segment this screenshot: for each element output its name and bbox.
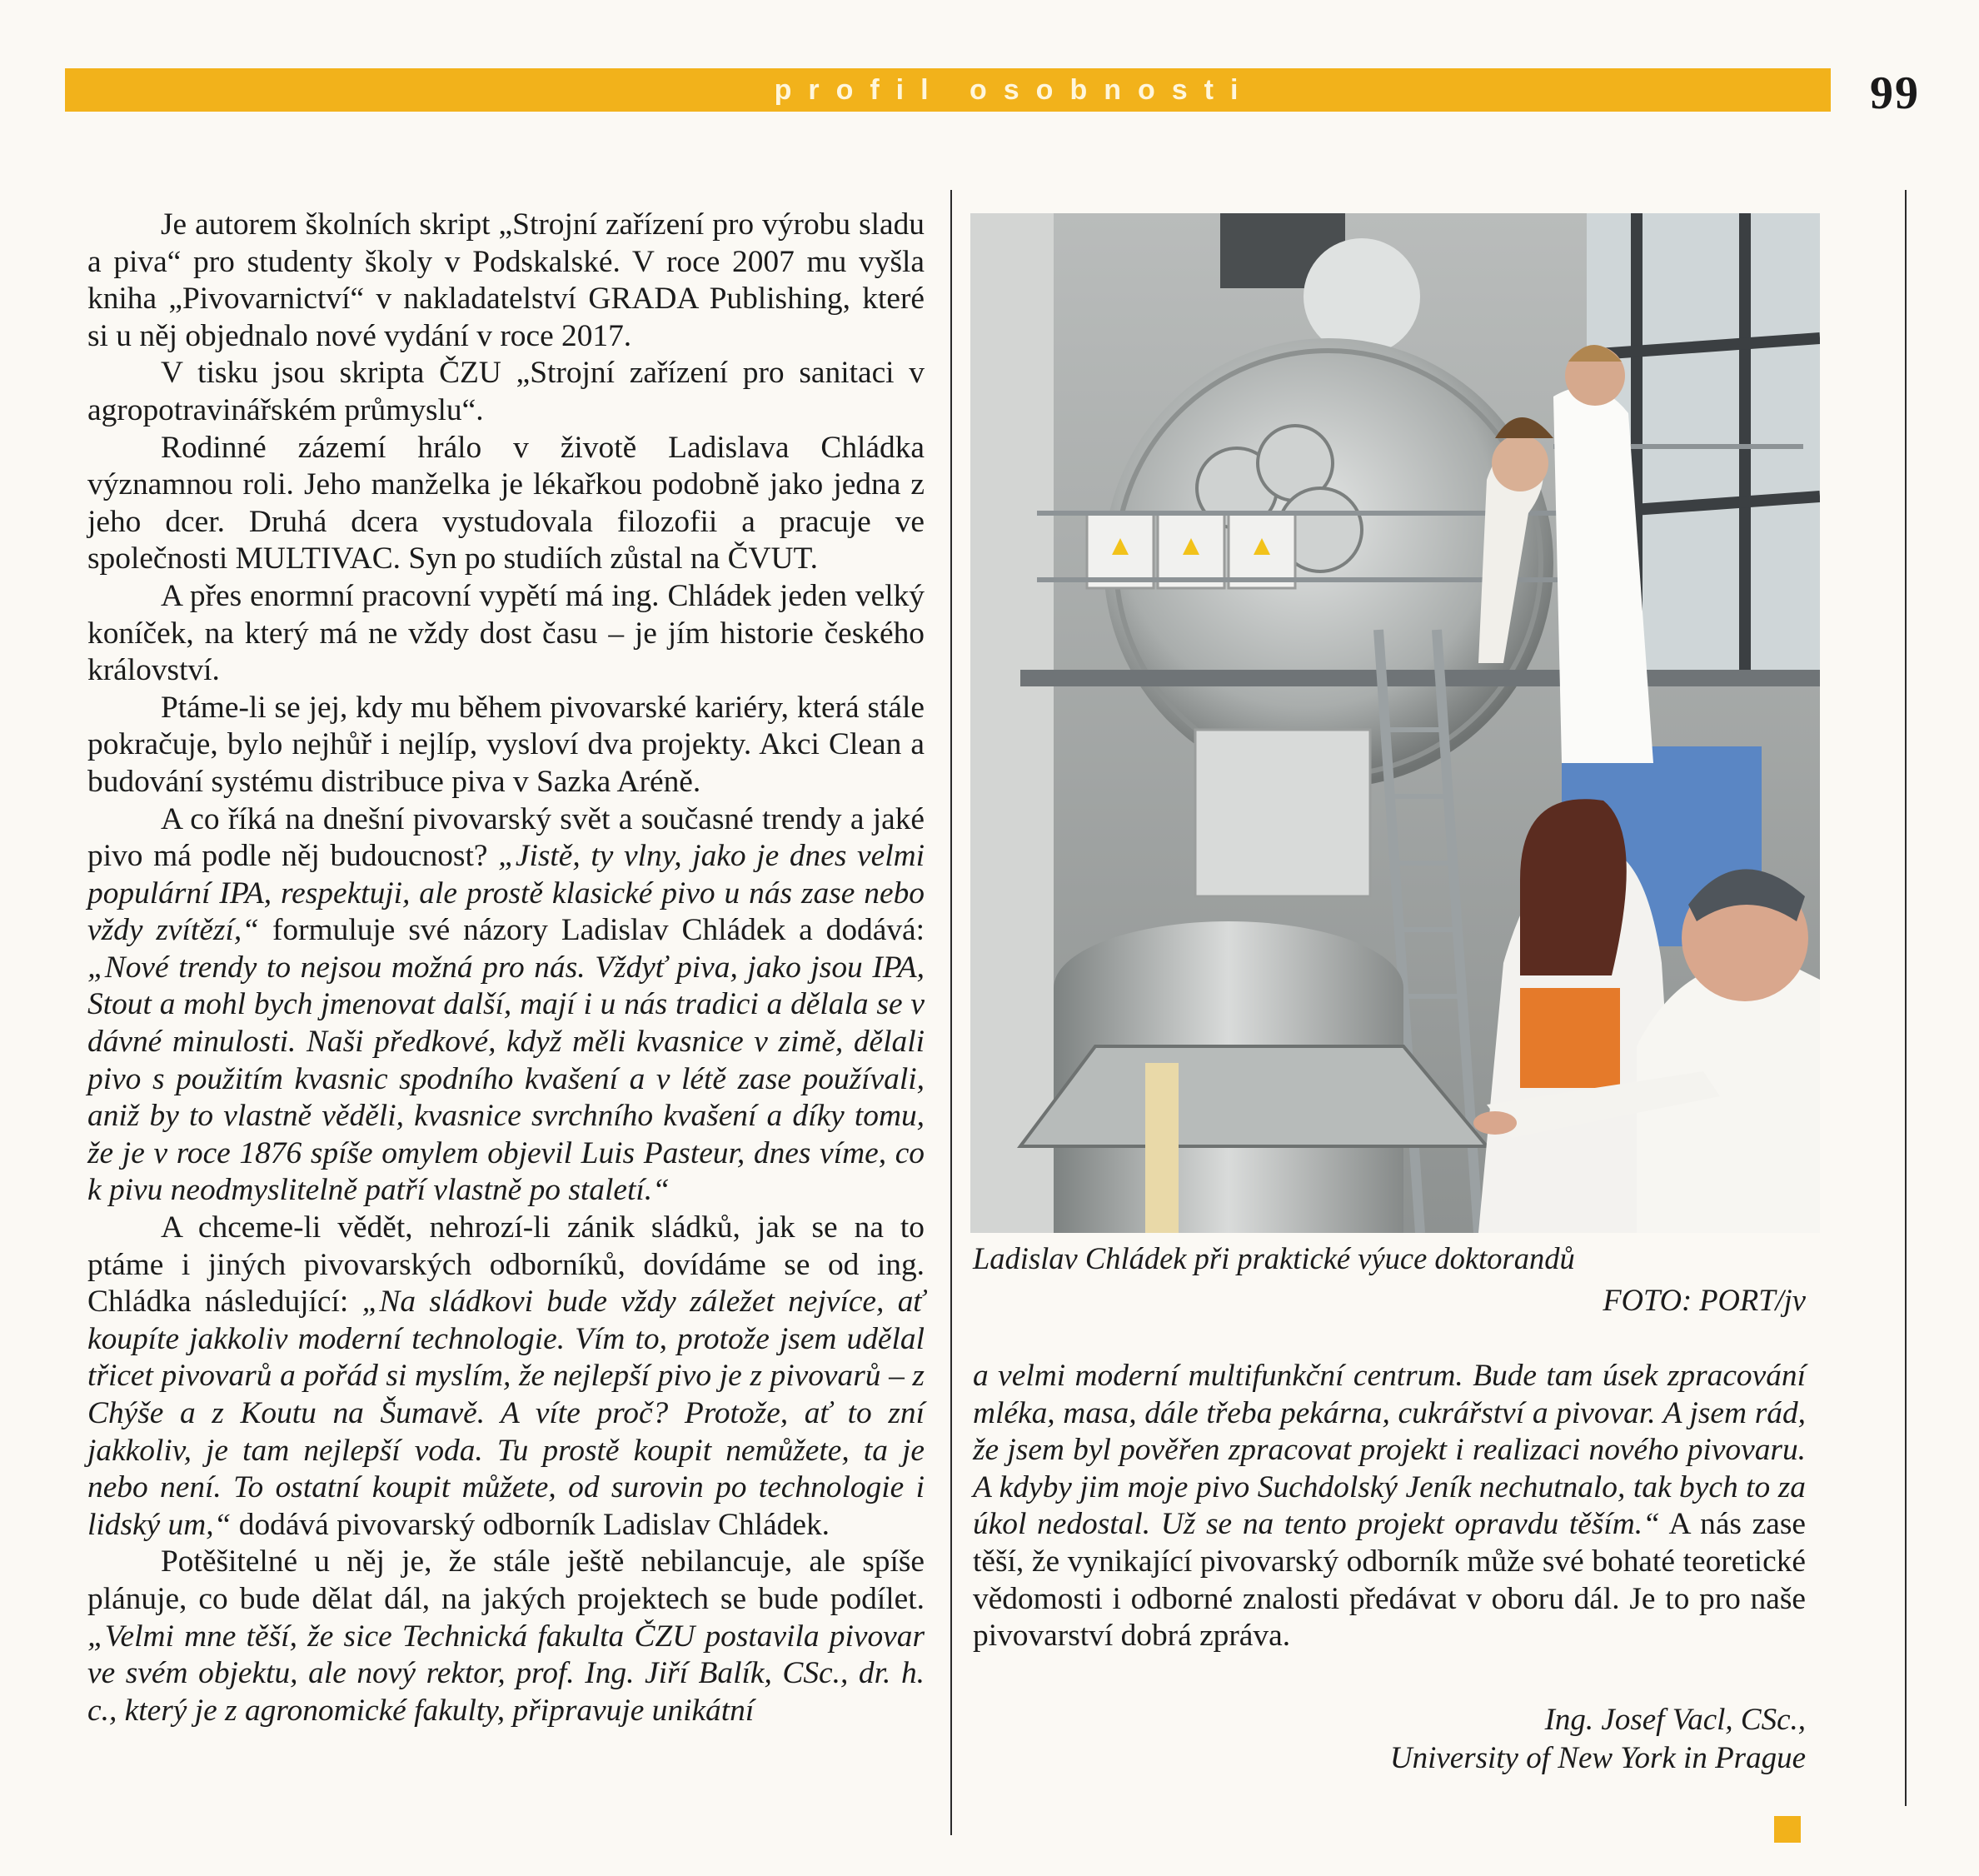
paragraph: Ptáme-li se jej, kdy mu během pivovarské kariéry, která stále pokračuje, bylo nejhůř i nejlíp, vysloví dva projekty. Akci Clean a budování systému distribuce piva v Sazka Aréně. xyxy=(87,690,925,799)
section-header-bar xyxy=(65,68,1831,112)
text-run: A co říká na dnešní pivovarský svět a současné trendy a jaké pivo má podle něj budoucnost? xyxy=(87,801,925,874)
photo-caption: Ladislav Chládek při praktické výuce doktorandů xyxy=(973,1241,1575,1275)
brewery-photo-illustration xyxy=(970,213,1820,1233)
text-run: dodává pivovarský odborník Ladislav Chládek. xyxy=(231,1507,830,1542)
author-affiliation: University of New York in Prague xyxy=(1389,1741,1806,1775)
text-run: formuluje své názory Ladislav Chládek a dodává: xyxy=(259,913,925,948)
column-divider xyxy=(950,190,952,1835)
text-run: Potěšitelné u něj je, že stále ještě nebilancuje, ale spíše plánuje, co bude dělat dál, na jakých projektech se bude podílet. xyxy=(87,1544,925,1616)
paragraph xyxy=(87,801,925,1210)
paragraph xyxy=(87,1544,925,1729)
margin-rule xyxy=(1905,190,1907,1806)
paragraph: A přes enormní pracovní vypětí má ing. Chládek jeden velký koníček, na který má ne vždy dost času – je jím historie českého království. xyxy=(87,578,925,688)
text-run: A chceme-li vědět, nehrozí-li zánik sládků, jak se na to ptáme i jiných pivovarských odborníků, dovídáme se od ing. Chládka následující: xyxy=(87,1210,925,1320)
quote: „Nové trendy to nejsou možná pro nás. Vždyť piva, jako jsou IPA, Stout a mohl bych jmenovat další, mají i u nás tradici a dělala se v dávné minulosti. Naši předkové, když měli kvasnice v zimě, dělali pivo s použitím kvasnic spodního kvašení a v létě zase používali, aniž by to vlastně věděli, kvasnice svrchního kvašení a díky tomu, že je v roce 1876 spíše omylem objevil Luis Pasteur, dnes víme, co k pivu neodmyslitelně patří vlastně po staletí.“ xyxy=(87,950,925,1208)
author-signature xyxy=(973,1701,1806,1778)
paragraph xyxy=(87,1210,925,1544)
paragraph xyxy=(973,1358,1806,1655)
brewery-photo xyxy=(970,213,1820,1233)
section-title: profil osobnosti xyxy=(774,73,1255,106)
quote: „Velmi mne těší, že sice Technická fakulta ČZU postavila pivovar ve svém objektu, ale nový rektor, prof. Ing. Jiří Balík, CSc., dr. h. c., který je z agronomické fakulty, připravuje unikátní xyxy=(87,1619,925,1728)
author-name: Ing. Josef Vacl, CSc., xyxy=(1544,1703,1806,1737)
text-run: A nás zase těší, že vynikající pivovarský odborník může své bohaté teoretické vědomosti i odborné znalosti předávat v oboru dál. Je to pro naše pivovarství dobrá zpráva. xyxy=(973,1507,1806,1654)
quote: „Jistě, ty vlny, jako je dnes velmi populární IPA, respektuji, ale prostě klasické pivo u nás zase nebo vždy zvítězí,“ xyxy=(87,839,925,948)
page-number: 99 xyxy=(1870,67,1920,119)
paragraph: Rodinné zázemí hrálo v životě Ladislava Chládka významnou roli. Jeho manželka je lékařkou podobně jako jedna z jeho dcer. Druhá dcera vystudovala filozofii a pracuje ve společnosti MULTIVAC. Syn po studiích zůstal na ČVUT. xyxy=(87,430,925,576)
photo-credit: FOTO: PORT/jv xyxy=(1603,1283,1806,1317)
left-text-column xyxy=(87,207,925,1729)
quote: „Na sládkovi bude vždy záležet nejvíce, ať koupíte jakkoliv moderní technologie. Vím to, protože jsem udělal třicet pivovarů a pořád si myslím, že nejlepší pivo je z pivovarů – z Chýše a z Koutu na Šumavě. A víte proč? Protože, ať to zní jakkoliv, je tam nejlepší voda. Tu prostě koupit nemůžete, ta je nebo není. To ostatní koupit můžete, od surovin po technologie i lidský um,“ xyxy=(87,1285,925,1542)
quote: a velmi moderní multifunkční centrum. Bude tam úsek zpracování mléka, masa, dále třeba pekárna, cukrářství a pivovar. A jsem rád, že jsem byl pověřen zpracovat projekt i realizaci nového pivovaru. A kdyby jim moje pivo Suchdolský Jeník nechutnalo, tak bych to za úkol nedostal. Už se na tento projekt opravdu těším.“ xyxy=(973,1359,1806,1542)
end-of-article-marker xyxy=(1774,1816,1801,1843)
right-text-column xyxy=(973,1358,1806,1655)
paragraph: Je autorem školních skript „Strojní zařízení pro výrobu sladu a piva“ pro studenty školy v Podskalské. V roce 2007 mu vyšla kniha „Pivovarnictví“ v nakladatelství GRADA Publishing, které si u něj objednalo nové vydání v roce 2017. xyxy=(87,207,925,353)
paragraph: V tisku jsou skripta ČZU „Strojní zařízení pro sanitaci v agropotravinářském průmyslu“. xyxy=(87,356,925,427)
